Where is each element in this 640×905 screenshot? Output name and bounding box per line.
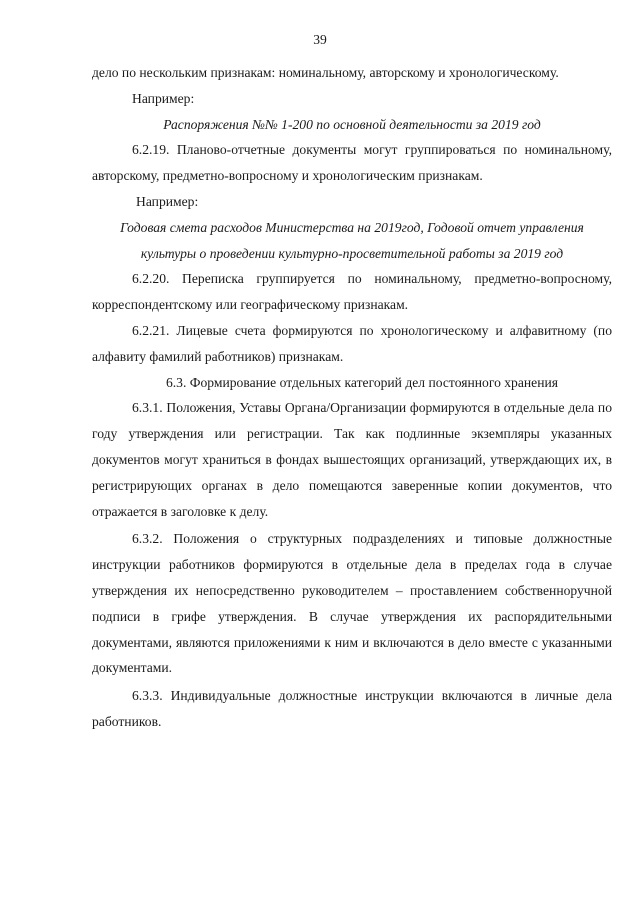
paragraph-6-2-19: 6.2.19. Планово-отчетные документы могут группироваться по номинальному, авторскому, предметно-вопросному и хронологическим признакам. [92,142,612,184]
example-label: Например: [132,90,195,106]
paragraph-6-3-2: 6.3.2. Положения о структурных подразделениях и типовые должностные инструкции работников формируются в отдельные дела в пределах года в случае утверждения их непосредственно руководителем – проставлением собственноручной подписи в грифе утверждения. В случае утверждения их распорядительными документами, являются приложениями к ним и включаются в дело вместе с указанными документами. [92,531,612,676]
example-text: Распоряжения №№ 1-200 по основной деятельности за 2019 год [163,116,541,132]
paragraph-6-3-1: 6.3.1. Положения, Уставы Органа/Организации формируются в отдельные дела по году утверждения или регистрации. Так как подлинные экземпляры указанных документов могут храниться в фондах вышестоящих организаций, утверждающих их, в регистрирующих органах в дело помещаются заверенные копии документов, что отражается в заголовке к делу. [92,400,612,519]
paragraph-6-2-21: 6.2.21. Лицевые счета формируются по хронологическому и алфавитному (по алфавиту фамилий работников) признакам. [92,322,612,364]
paragraph-continuation: дело по нескольким признакам: номинальному, авторскому и хронологическому. [92,65,559,80]
section-heading: 6.3. Формирование отдельных категорий дел постоянного хранения [165,374,559,390]
paragraph-6-3-3: 6.3.3. Индивидуальные должностные инструкции включаются в личные дела работников. [92,688,612,729]
page-number: 39 [313,32,327,47]
paragraph-6-2-20: 6.2.20. Переписка группируется по номинальному, предметно-вопросному, корреспондентскому или географическому признакам. [92,271,612,313]
example-label: Например: [136,193,199,209]
example-text: Годовая смета расходов Министерства на 2019год, Годовой отчет управления культуры о проведении культурно-просветительной работы за 2019 год [120,219,584,261]
document-body [92,60,612,735]
